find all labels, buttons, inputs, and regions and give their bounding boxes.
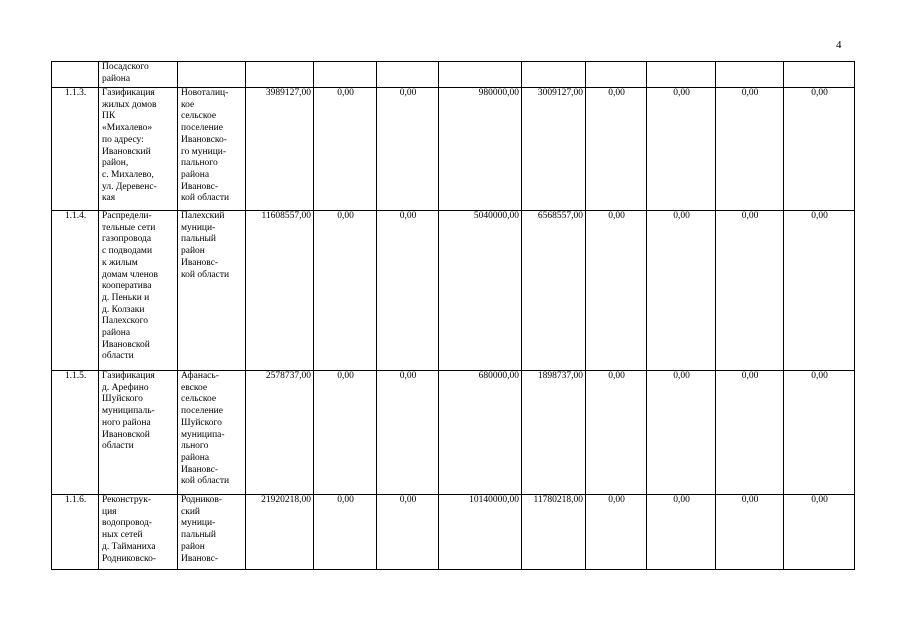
cell-value [522, 62, 586, 88]
cell-value [439, 62, 522, 88]
cell-name: Газификация жилых домов ПК «Михалево» по адресу: Ивановский район, с. Михалево, ул. Деревенс- кая [99, 88, 178, 211]
cell-value: 0,00 [586, 495, 647, 570]
cell-value: 11780218,00 [522, 495, 586, 570]
cell-value: 680000,00 [439, 371, 522, 495]
cell-executor [178, 62, 246, 88]
cell-name: Распредели- тельные сети газопровода с подводами к жилым домам членов кооператива д. Пеньки и д. Колзаки Палехского района Ивановской области [99, 211, 178, 371]
cell-value: 11608557,00 [246, 211, 314, 371]
cell-name: Посадского района [99, 62, 178, 88]
table-row [52, 62, 855, 88]
cell-number: 1.1.5. [52, 371, 99, 495]
cell-value [377, 62, 439, 88]
cell-value: 980000,00 [439, 88, 522, 211]
cell-value: 0,00 [314, 371, 377, 495]
cell-value: 0,00 [377, 211, 439, 371]
cell-value: 0,00 [377, 371, 439, 495]
cell-value [784, 62, 855, 88]
cell-value: 0,00 [647, 495, 716, 570]
cell-number: 1.1.3. [52, 88, 99, 211]
cell-number [52, 62, 99, 88]
cell-value: 1898737,00 [522, 371, 586, 495]
cell-value: 21920218,00 [246, 495, 314, 570]
table-row [52, 211, 855, 371]
cell-value: 5040000,00 [439, 211, 522, 371]
cell-value [586, 62, 647, 88]
cell-executor: Палехский муници- пальный район Ивановс- кой области [178, 211, 246, 371]
cell-executor: Новоталиц- кое сельское поселение Ивановско- го муници- пального района Ивановс- кой области [178, 88, 246, 211]
cell-value [647, 62, 716, 88]
budget-table [51, 61, 855, 570]
table-row [52, 371, 855, 495]
cell-value: 0,00 [647, 211, 716, 371]
cell-number: 1.1.4. [52, 211, 99, 371]
cell-value: 2578737,00 [246, 371, 314, 495]
cell-value: 0,00 [377, 495, 439, 570]
cell-value: 10140000,00 [439, 495, 522, 570]
cell-value: 0,00 [716, 371, 784, 495]
cell-value: 0,00 [586, 211, 647, 371]
cell-value [246, 62, 314, 88]
table-row [52, 88, 855, 211]
cell-value: 0,00 [647, 88, 716, 211]
cell-value [716, 62, 784, 88]
cell-value: 0,00 [586, 371, 647, 495]
cell-number: 1.1.6. [52, 495, 99, 570]
cell-value: 3989127,00 [246, 88, 314, 211]
cell-name: Газификация д. Арефино Шуйского муниципаль- ного района Ивановской области [99, 371, 178, 495]
cell-value: 0,00 [784, 495, 855, 570]
cell-value: 0,00 [784, 371, 855, 495]
table-row [52, 495, 855, 570]
cell-value: 0,00 [314, 495, 377, 570]
cell-value: 0,00 [314, 88, 377, 211]
cell-value: 6568557,00 [522, 211, 586, 371]
cell-value: 0,00 [586, 88, 647, 211]
cell-value: 0,00 [314, 211, 377, 371]
cell-executor: Родников- ский муници- пальный район Ивановс- [178, 495, 246, 570]
page-number: 4 [836, 39, 842, 51]
cell-value [314, 62, 377, 88]
cell-value: 0,00 [716, 495, 784, 570]
cell-value: 0,00 [784, 88, 855, 211]
cell-value: 0,00 [647, 371, 716, 495]
cell-value: 0,00 [716, 88, 784, 211]
cell-value: 3009127,00 [522, 88, 586, 211]
cell-value: 0,00 [716, 211, 784, 371]
cell-value: 0,00 [784, 211, 855, 371]
cell-executor: Афанась- евское сельское поселение Шуйского муниципа- льного района Ивановс- кой области [178, 371, 246, 495]
cell-name: Реконструк- ция водопровод- ных сетей д. Тайманиха Родниковско- [99, 495, 178, 570]
cell-value: 0,00 [377, 88, 439, 211]
